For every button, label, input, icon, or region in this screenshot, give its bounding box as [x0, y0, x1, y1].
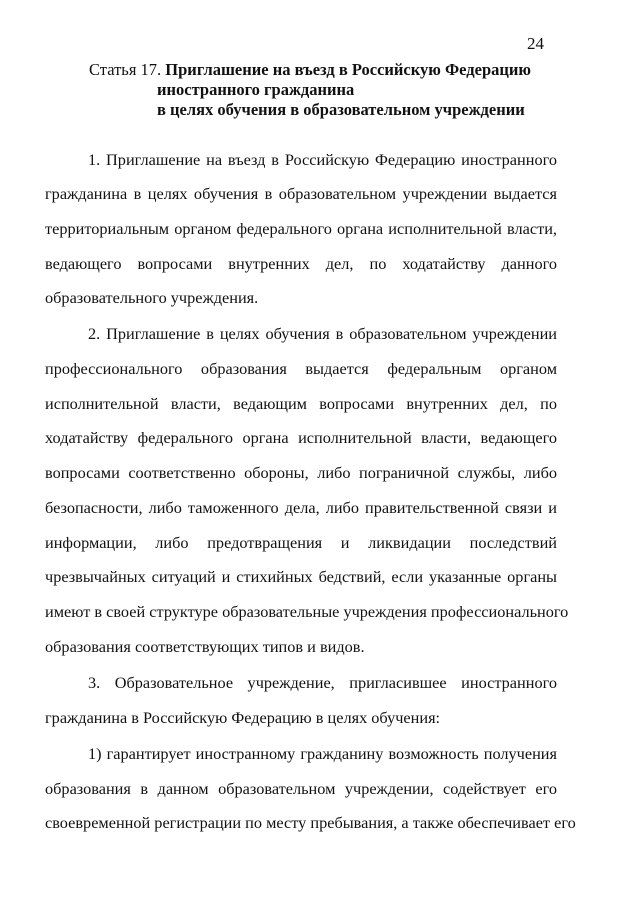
article-heading	[89, 60, 531, 79]
text-line: исполнительной власти, ведающим вопросами внутренних дел, по	[45, 394, 557, 413]
article-title-line: Приглашение на въезд в Российскую Федерацию	[165, 60, 532, 79]
text-line: вопросами соответственно обороны, либо пограничной службы, либо	[45, 463, 557, 482]
page-number: 24	[527, 34, 544, 53]
text-line: профессионального образования выдается федеральным органом	[45, 359, 557, 378]
text-line: чрезвычайных ситуаций и стихийных бедствий, если указанные органы	[45, 567, 557, 586]
article-label: Статья 17.	[89, 60, 162, 79]
text-line: 2. Приглашение в целях обучения в образовательном учреждении	[88, 324, 557, 343]
text-line: гражданина в целях обучения в образовательном учреждении выдается	[45, 184, 557, 203]
article-title-line: в целях обучения в образовательном учреждении	[157, 100, 525, 119]
text-line: гражданина в Российскую Федерацию в целях обучения:	[45, 708, 441, 727]
text-line: образования соответствующих типов и видов.	[45, 637, 365, 656]
article-title-line: иностранного гражданина	[157, 80, 355, 99]
text-line: информации, либо предотвращения и ликвидации последствий	[45, 533, 557, 552]
text-line: имеют в своей структуре образовательные учреждения профессионального	[45, 602, 569, 621]
text-line: 1. Приглашение на въезд в Российскую Федерацию иностранного	[88, 150, 557, 169]
text-line: своевременной регистрации по месту пребывания, а также обеспечивает его	[45, 813, 576, 832]
text-line: территориальным органом федерального органа исполнительной власти,	[45, 219, 557, 238]
text-line: образования в данном образовательном учреждении, содействует его	[45, 779, 557, 798]
text-line: 1) гарантирует иностранному гражданину возможность получения	[88, 744, 557, 763]
text-line: безопасности, либо таможенного дела, либо правительственной связи и	[45, 498, 557, 517]
text-line: образовательного учреждения.	[45, 288, 259, 307]
text-line: ходатайству федерального органа исполнительной власти, ведающего	[45, 428, 557, 447]
text-line: 3. Образовательное учреждение, пригласившее иностранного	[88, 673, 557, 692]
text-line: ведающего вопросами внутренних дел, по ходатайству данного	[45, 254, 557, 273]
